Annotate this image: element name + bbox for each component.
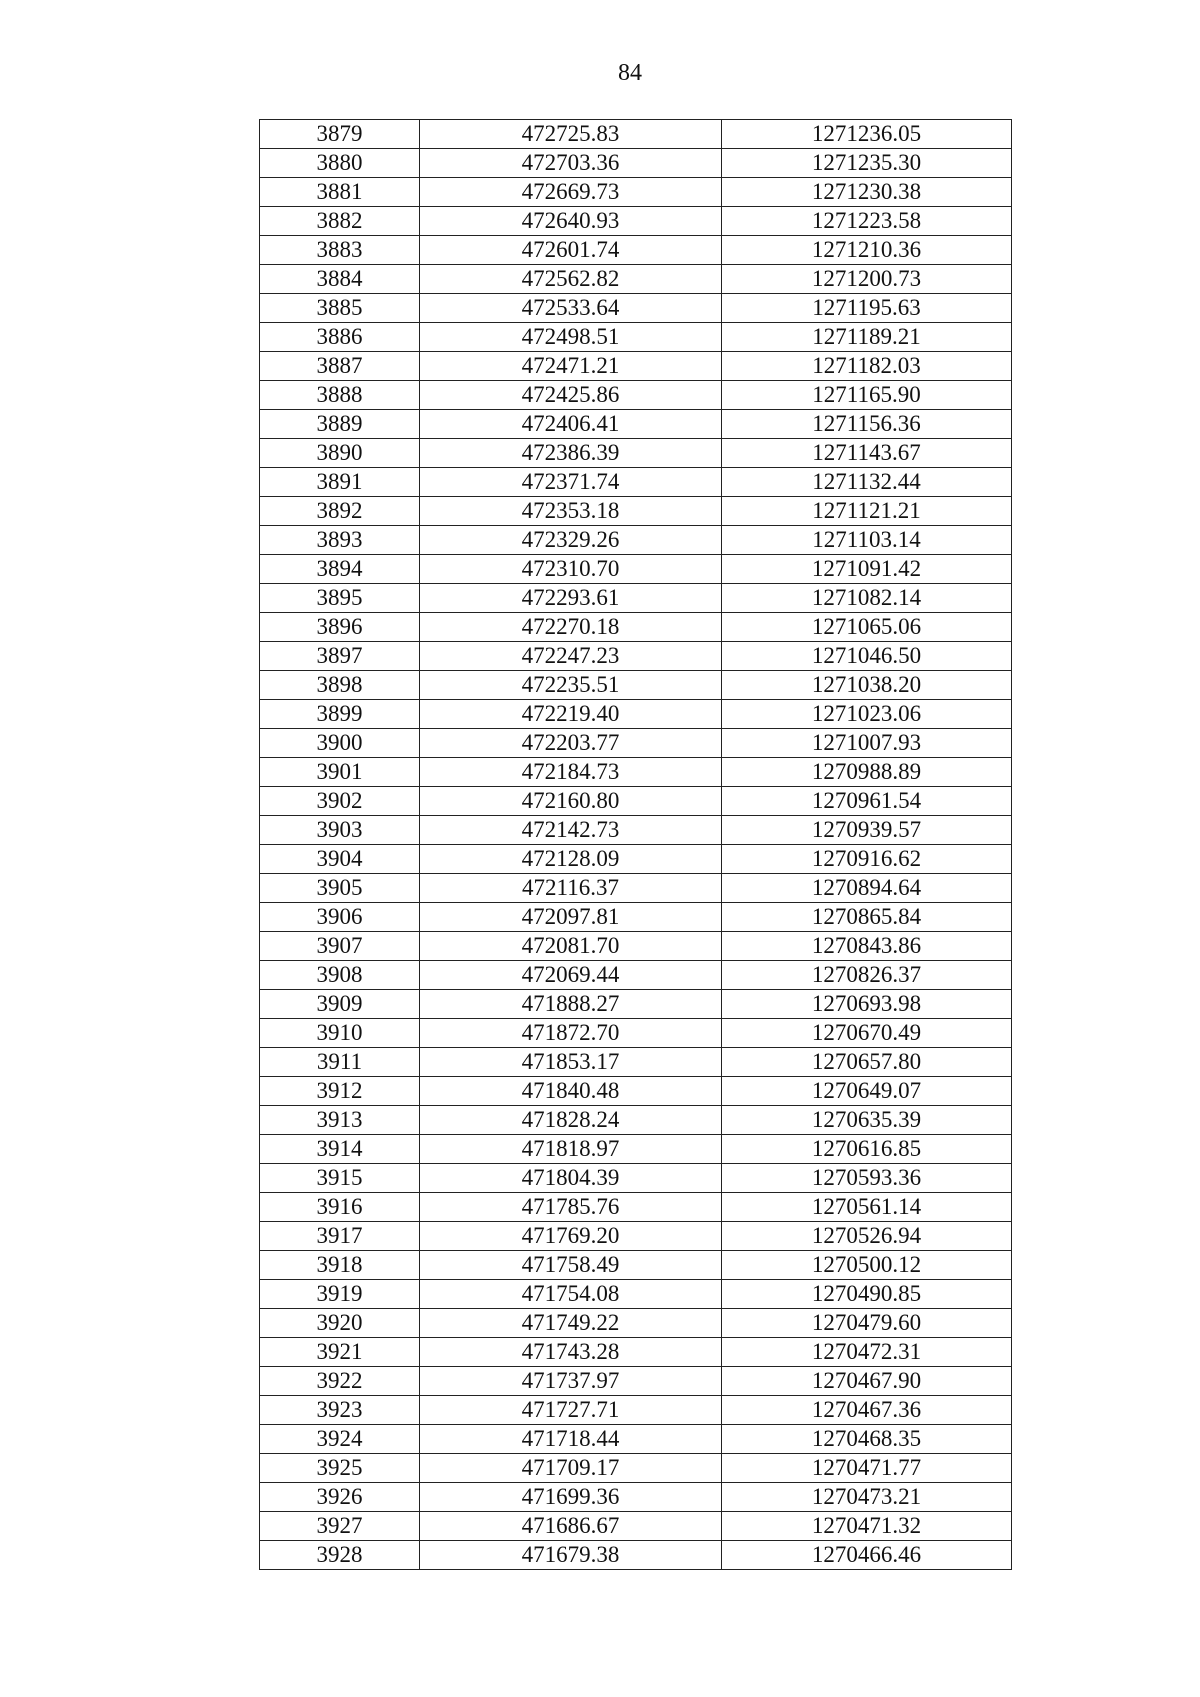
point-number-cell: 3881: [260, 178, 420, 207]
point-number-cell: 3884: [260, 265, 420, 294]
point-number-cell: 3888: [260, 381, 420, 410]
point-number-cell: 3879: [260, 120, 420, 149]
point-number-cell: 3896: [260, 613, 420, 642]
point-number-cell: 3906: [260, 903, 420, 932]
y-coordinate-cell: 1271038.20: [722, 671, 1012, 700]
table-row: [260, 555, 1012, 584]
table-row: [260, 1512, 1012, 1541]
y-coordinate-cell: 1270472.31: [722, 1338, 1012, 1367]
table-row: [260, 410, 1012, 439]
y-coordinate-cell: 1271223.58: [722, 207, 1012, 236]
table-row: [260, 207, 1012, 236]
y-coordinate-cell: 1270466.46: [722, 1541, 1012, 1570]
point-number-cell: 3916: [260, 1193, 420, 1222]
table-row: [260, 874, 1012, 903]
point-number-cell: 3901: [260, 758, 420, 787]
x-coordinate-cell: 472184.73: [420, 758, 722, 787]
point-number-cell: 3903: [260, 816, 420, 845]
point-number-cell: 3898: [260, 671, 420, 700]
x-coordinate-cell: 471718.44: [420, 1425, 722, 1454]
point-number-cell: 3925: [260, 1454, 420, 1483]
x-coordinate-cell: 472203.77: [420, 729, 722, 758]
x-coordinate-cell: 471828.24: [420, 1106, 722, 1135]
y-coordinate-cell: 1270635.39: [722, 1106, 1012, 1135]
y-coordinate-cell: 1270479.60: [722, 1309, 1012, 1338]
y-coordinate-cell: 1270468.35: [722, 1425, 1012, 1454]
y-coordinate-cell: 1271143.67: [722, 439, 1012, 468]
table-row: [260, 178, 1012, 207]
x-coordinate-cell: 472533.64: [420, 294, 722, 323]
point-number-cell: 3891: [260, 468, 420, 497]
x-coordinate-cell: 471785.76: [420, 1193, 722, 1222]
x-coordinate-cell: 471758.49: [420, 1251, 722, 1280]
y-coordinate-cell: 1271046.50: [722, 642, 1012, 671]
y-coordinate-cell: 1270894.64: [722, 874, 1012, 903]
x-coordinate-cell: 472116.37: [420, 874, 722, 903]
table-row: [260, 1019, 1012, 1048]
y-coordinate-cell: 1271103.14: [722, 526, 1012, 555]
x-coordinate-cell: 471872.70: [420, 1019, 722, 1048]
x-coordinate-cell: 472081.70: [420, 932, 722, 961]
y-coordinate-cell: 1271189.21: [722, 323, 1012, 352]
table-row: [260, 439, 1012, 468]
y-coordinate-cell: 1271091.42: [722, 555, 1012, 584]
x-coordinate-cell: 472703.36: [420, 149, 722, 178]
table-row: [260, 932, 1012, 961]
point-number-cell: 3910: [260, 1019, 420, 1048]
x-coordinate-cell: 472235.51: [420, 671, 722, 700]
table-row: [260, 700, 1012, 729]
point-number-cell: 3928: [260, 1541, 420, 1570]
table-row: [260, 1541, 1012, 1570]
table-row: [260, 1309, 1012, 1338]
y-coordinate-cell: 1270916.62: [722, 845, 1012, 874]
y-coordinate-cell: 1270490.85: [722, 1280, 1012, 1309]
y-coordinate-cell: 1271236.05: [722, 120, 1012, 149]
page-number: 84: [618, 60, 642, 86]
x-coordinate-cell: 472371.74: [420, 468, 722, 497]
table-row: [260, 1338, 1012, 1367]
y-coordinate-cell: 1271082.14: [722, 584, 1012, 613]
point-number-cell: 3889: [260, 410, 420, 439]
y-coordinate-cell: 1271156.36: [722, 410, 1012, 439]
x-coordinate-cell: 472097.81: [420, 903, 722, 932]
y-coordinate-cell: 1270961.54: [722, 787, 1012, 816]
table-row: [260, 1077, 1012, 1106]
point-number-cell: 3894: [260, 555, 420, 584]
y-coordinate-cell: 1271121.21: [722, 497, 1012, 526]
point-number-cell: 3893: [260, 526, 420, 555]
table-row: [260, 903, 1012, 932]
point-number-cell: 3915: [260, 1164, 420, 1193]
point-number-cell: 3913: [260, 1106, 420, 1135]
x-coordinate-cell: 471709.17: [420, 1454, 722, 1483]
table-row: [260, 1106, 1012, 1135]
point-number-cell: 3890: [260, 439, 420, 468]
y-coordinate-cell: 1270526.94: [722, 1222, 1012, 1251]
table-row: [260, 1251, 1012, 1280]
point-number-cell: 3886: [260, 323, 420, 352]
point-number-cell: 3919: [260, 1280, 420, 1309]
point-number-cell: 3924: [260, 1425, 420, 1454]
point-number-cell: 3900: [260, 729, 420, 758]
y-coordinate-cell: 1270467.36: [722, 1396, 1012, 1425]
point-number-cell: 3914: [260, 1135, 420, 1164]
x-coordinate-cell: 471754.08: [420, 1280, 722, 1309]
point-number-cell: 3927: [260, 1512, 420, 1541]
table-row: [260, 1425, 1012, 1454]
x-coordinate-cell: 472498.51: [420, 323, 722, 352]
y-coordinate-cell: 1271065.06: [722, 613, 1012, 642]
point-number-cell: 3883: [260, 236, 420, 265]
x-coordinate-cell: 471769.20: [420, 1222, 722, 1251]
x-coordinate-cell: 472640.93: [420, 207, 722, 236]
x-coordinate-cell: 471686.67: [420, 1512, 722, 1541]
y-coordinate-cell: 1271230.38: [722, 178, 1012, 207]
table-row: [260, 323, 1012, 352]
y-coordinate-cell: 1270616.85: [722, 1135, 1012, 1164]
x-coordinate-cell: 472353.18: [420, 497, 722, 526]
table-row: [260, 381, 1012, 410]
y-coordinate-cell: 1270843.86: [722, 932, 1012, 961]
table-row: [260, 1048, 1012, 1077]
x-coordinate-cell: 472310.70: [420, 555, 722, 584]
table-row: [260, 526, 1012, 555]
point-number-cell: 3882: [260, 207, 420, 236]
point-number-cell: 3920: [260, 1309, 420, 1338]
table-row: [260, 1396, 1012, 1425]
table-row: [260, 961, 1012, 990]
x-coordinate-cell: 472270.18: [420, 613, 722, 642]
x-coordinate-cell: 472386.39: [420, 439, 722, 468]
y-coordinate-cell: 1270693.98: [722, 990, 1012, 1019]
table-row: [260, 1164, 1012, 1193]
point-number-cell: 3892: [260, 497, 420, 526]
table-row: [260, 584, 1012, 613]
y-coordinate-cell: 1270467.90: [722, 1367, 1012, 1396]
x-coordinate-cell: 472471.21: [420, 352, 722, 381]
coordinates-table: [259, 119, 1012, 1570]
table-row: [260, 1193, 1012, 1222]
x-coordinate-cell: 472128.09: [420, 845, 722, 874]
point-number-cell: 3885: [260, 294, 420, 323]
y-coordinate-cell: 1270473.21: [722, 1483, 1012, 1512]
point-number-cell: 3895: [260, 584, 420, 613]
point-number-cell: 3904: [260, 845, 420, 874]
table-row: [260, 236, 1012, 265]
x-coordinate-cell: 471840.48: [420, 1077, 722, 1106]
table-row: [260, 120, 1012, 149]
table-row: [260, 816, 1012, 845]
table-row: [260, 787, 1012, 816]
point-number-cell: 3911: [260, 1048, 420, 1077]
point-number-cell: 3899: [260, 700, 420, 729]
table-row: [260, 352, 1012, 381]
table-row: [260, 294, 1012, 323]
x-coordinate-cell: 472293.61: [420, 584, 722, 613]
point-number-cell: 3905: [260, 874, 420, 903]
coordinates-table-body: [260, 120, 1012, 1570]
point-number-cell: 3907: [260, 932, 420, 961]
point-number-cell: 3902: [260, 787, 420, 816]
y-coordinate-cell: 1270988.89: [722, 758, 1012, 787]
table-row: [260, 613, 1012, 642]
y-coordinate-cell: 1270865.84: [722, 903, 1012, 932]
point-number-cell: 3923: [260, 1396, 420, 1425]
x-coordinate-cell: 471749.22: [420, 1309, 722, 1338]
table-row: [260, 1135, 1012, 1164]
y-coordinate-cell: 1271007.93: [722, 729, 1012, 758]
x-coordinate-cell: 472160.80: [420, 787, 722, 816]
y-coordinate-cell: 1270826.37: [722, 961, 1012, 990]
x-coordinate-cell: 472562.82: [420, 265, 722, 294]
table-row: [260, 149, 1012, 178]
x-coordinate-cell: 472329.26: [420, 526, 722, 555]
y-coordinate-cell: 1270500.12: [722, 1251, 1012, 1280]
x-coordinate-cell: 471699.36: [420, 1483, 722, 1512]
table-row: [260, 729, 1012, 758]
table-row: [260, 1280, 1012, 1309]
table-row: [260, 1222, 1012, 1251]
point-number-cell: 3912: [260, 1077, 420, 1106]
point-number-cell: 3922: [260, 1367, 420, 1396]
x-coordinate-cell: 471888.27: [420, 990, 722, 1019]
table-row: [260, 845, 1012, 874]
y-coordinate-cell: 1271235.30: [722, 149, 1012, 178]
x-coordinate-cell: 472219.40: [420, 700, 722, 729]
table-row: [260, 1367, 1012, 1396]
x-coordinate-cell: 471853.17: [420, 1048, 722, 1077]
x-coordinate-cell: 472406.41: [420, 410, 722, 439]
table-row: [260, 1454, 1012, 1483]
y-coordinate-cell: 1270471.32: [722, 1512, 1012, 1541]
x-coordinate-cell: 472425.86: [420, 381, 722, 410]
y-coordinate-cell: 1271132.44: [722, 468, 1012, 497]
y-coordinate-cell: 1271210.36: [722, 236, 1012, 265]
y-coordinate-cell: 1271200.73: [722, 265, 1012, 294]
y-coordinate-cell: 1271195.63: [722, 294, 1012, 323]
x-coordinate-cell: 471737.97: [420, 1367, 722, 1396]
point-number-cell: 3926: [260, 1483, 420, 1512]
table-row: [260, 671, 1012, 700]
x-coordinate-cell: 471743.28: [420, 1338, 722, 1367]
table-row: [260, 758, 1012, 787]
table-row: [260, 265, 1012, 294]
x-coordinate-cell: 471804.39: [420, 1164, 722, 1193]
table-row: [260, 468, 1012, 497]
x-coordinate-cell: 472069.44: [420, 961, 722, 990]
y-coordinate-cell: 1270649.07: [722, 1077, 1012, 1106]
y-coordinate-cell: 1270657.80: [722, 1048, 1012, 1077]
table-row: [260, 1483, 1012, 1512]
point-number-cell: 3887: [260, 352, 420, 381]
table-row: [260, 497, 1012, 526]
point-number-cell: 3921: [260, 1338, 420, 1367]
y-coordinate-cell: 1271182.03: [722, 352, 1012, 381]
table-row: [260, 990, 1012, 1019]
point-number-cell: 3880: [260, 149, 420, 178]
point-number-cell: 3918: [260, 1251, 420, 1280]
y-coordinate-cell: 1270593.36: [722, 1164, 1012, 1193]
table-row: [260, 642, 1012, 671]
point-number-cell: 3897: [260, 642, 420, 671]
x-coordinate-cell: 472142.73: [420, 816, 722, 845]
x-coordinate-cell: 472669.73: [420, 178, 722, 207]
x-coordinate-cell: 471679.38: [420, 1541, 722, 1570]
x-coordinate-cell: 471727.71: [420, 1396, 722, 1425]
y-coordinate-cell: 1271023.06: [722, 700, 1012, 729]
y-coordinate-cell: 1270471.77: [722, 1454, 1012, 1483]
y-coordinate-cell: 1270561.14: [722, 1193, 1012, 1222]
point-number-cell: 3909: [260, 990, 420, 1019]
x-coordinate-cell: 472601.74: [420, 236, 722, 265]
x-coordinate-cell: 471818.97: [420, 1135, 722, 1164]
point-number-cell: 3917: [260, 1222, 420, 1251]
y-coordinate-cell: 1270670.49: [722, 1019, 1012, 1048]
y-coordinate-cell: 1270939.57: [722, 816, 1012, 845]
x-coordinate-cell: 472725.83: [420, 120, 722, 149]
point-number-cell: 3908: [260, 961, 420, 990]
y-coordinate-cell: 1271165.90: [722, 381, 1012, 410]
x-coordinate-cell: 472247.23: [420, 642, 722, 671]
